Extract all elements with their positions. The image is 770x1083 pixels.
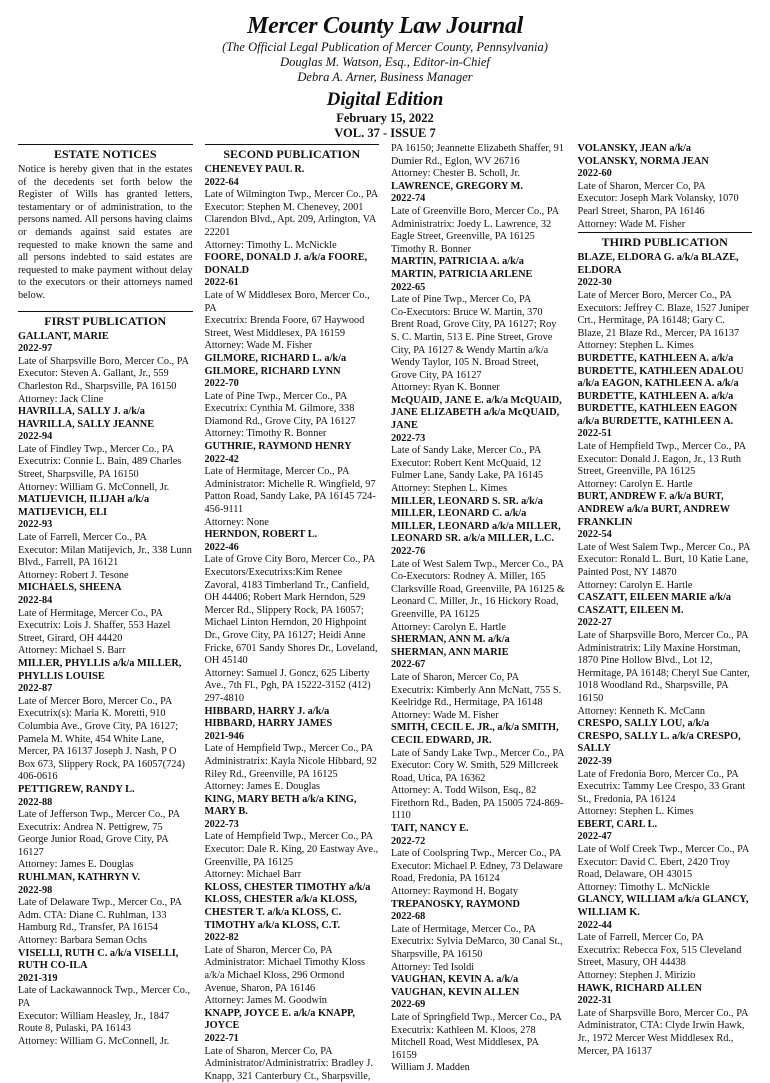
entry-detail-line: Late of Coolspring Twp., Mercer Co., PA — [391, 848, 562, 860]
estate-entry — [18, 331, 193, 407]
estate-entry — [205, 882, 380, 1008]
decedent-name: GUTHRIE, RAYMOND HENRY — [204, 441, 352, 453]
estate-entry — [205, 1008, 380, 1083]
section-rule — [578, 232, 753, 233]
entry-detail-line: Late of W Middlesex Boro, Mercer Co., PA — [204, 289, 370, 314]
entry-detail-line: Executrix: Sylvia DeMarco, 30 Canal St., Sharpsville, PA 16150 — [391, 936, 563, 960]
case-number: 2022-88 — [18, 796, 53, 808]
editor-line: Douglas M. Watson, Esq., Editor-in-Chief — [280, 55, 490, 69]
entry-detail-line: Attorney: Timothy L. McNickle — [577, 881, 710, 893]
entry-detail-line: Attorney: Stephen L. Kimes — [577, 806, 694, 818]
entry-detail-line: Late of Springfield Twp., Mercer Co., PA — [391, 1011, 562, 1023]
decedent-name: HERNDON, ROBERT L. — [204, 529, 318, 541]
decedent-name: VOLANSKY, JEAN a/k/a VOLANSKY, NORMA JEAN — [577, 143, 709, 167]
decedent-name: EBERT, CARL L. — [577, 818, 658, 830]
entry-detail-line: Attorney: None — [204, 516, 269, 528]
section-rule — [205, 144, 380, 145]
entry-detail-line: Executors: Jeffrey C. Blaze, 1527 Juniper Crt., Hermitage, PA 16148; Gary C. Blaze, 21 Blaze Rd., Mercer, PA 16137 — [577, 302, 750, 339]
entry-list — [18, 331, 193, 1049]
case-number: 2022-87 — [18, 683, 53, 695]
case-number: 2022-69 — [391, 999, 426, 1011]
entry-detail-line: Late of Greenville Boro, Mercer Co., PA — [391, 205, 560, 217]
estate-entry — [578, 491, 753, 592]
entry-detail-line: Attorney: Barbara Seman Ochs — [18, 935, 147, 947]
entry-detail-line: Attorney: Jack Cline — [18, 393, 104, 405]
case-number: 2022-31 — [577, 995, 612, 1007]
first-publication-heading: FIRST PUBLICATION — [44, 313, 167, 328]
entry-detail-line: Executor: Cory W. Smith, 529 Millcreek Road, Utica, PA 16362 — [391, 760, 559, 784]
entry-detail-line: Executor: David C. Ebert, 2420 Troy Road, Delaware, OH 43015 — [577, 856, 730, 881]
entry-detail-line: Late of Sandy Lake, Mercer Co., PA — [391, 445, 542, 457]
estate-entry — [205, 252, 380, 353]
manager-line: Debra A. Arner, Business Manager — [297, 70, 473, 84]
estate-entry — [205, 164, 380, 252]
estate-entry — [391, 143, 566, 181]
case-number: 2022-97 — [18, 343, 53, 355]
entry-detail-line: Executor: Stephen M. Chenevey, 2001 Clarendon Blvd., Apt. 209, Arlington, VA 22201 — [204, 201, 376, 238]
entry-detail-line: Attorney: Wade M. Fisher — [204, 340, 313, 352]
estate-entry — [205, 441, 380, 529]
case-number: 2022-51 — [577, 428, 612, 440]
decedent-name: MICHAELS, SHEENA — [18, 582, 122, 594]
entry-detail-line: PA 16150; Jeannette Elizabeth Shaffer, 91 Dumier Rd., Eglon, WV 26716 — [391, 143, 564, 167]
entry-detail-line: Executrix: Andrea N. Pettigrew, 75 George Junior Road, Grove City, PA 16127 — [18, 821, 169, 858]
decedent-name: MARTIN, PATRICIA A. a/k/a MARTIN, PATRICIA ARLENE — [391, 256, 533, 280]
estate-entry — [391, 974, 566, 1075]
case-number: 2022-42 — [204, 453, 239, 465]
entry-detail-line: Attorney: Robert J. Tesone — [18, 569, 129, 581]
case-number: 2022-68 — [391, 911, 426, 923]
decedent-name: HIBBARD, HARRY J. a/k/a HIBBARD, HARRY JAMES — [204, 705, 333, 730]
entry-detail-line: Executrix: Connie L. Bain, 489 Charles Street, Sharpsville, PA 16150 — [18, 456, 182, 481]
entry-detail-line: Attorney: Timothy L. McNickle — [204, 239, 337, 251]
decedent-name: TAIT, NANCY E. — [391, 823, 469, 835]
case-number: 2022-44 — [577, 919, 612, 931]
case-number: 2022-65 — [391, 281, 426, 293]
decedent-name: MILLER, PHYLLIS a/k/a MILLER, PHYLLIS LOUISE — [18, 657, 182, 682]
decedent-name: HAWK, RICHARD ALLEN — [577, 982, 702, 994]
estate-entry — [391, 722, 566, 823]
entry-detail-line: Executor: William Heasley, Jr., 1847 Route 8, Pulaski, PA 16143 — [18, 1010, 170, 1035]
decedent-name: VAUGHAN, KEVIN A. a/k/a VAUGHAN, KEVIN ALLEN — [391, 974, 520, 998]
entry-detail-line: Executor: Milan Matijevich, Jr., 338 Lunn Blvd., Farrell, PA 16121 — [18, 544, 192, 569]
entry-detail-line: Late of Fredonia Boro, Mercer Co., PA — [577, 768, 739, 780]
entry-detail-line: Late of West Salem Twp., Mercer Co., PA — [577, 541, 751, 553]
entry-detail-line: Executrix: Cynthia M. Gilmore, 338 Diamond Rd., Grove City, PA 16127 — [204, 403, 356, 427]
decedent-name: CRESPO, SALLY LOU, a/k/a CRESPO, SALLY L. a/k/a CRESPO, SALLY — [577, 718, 741, 755]
entry-detail-line: Administrator, CTA: Clyde Irwin Hawk, Jr., 1972 Mercer West Middlesex Rd., Mercer, PA 16137 — [577, 1020, 745, 1057]
estate-entry — [391, 823, 566, 899]
decedent-name: VISELLI, RUTH C. a/k/a VISELLI, RUTH CO-ILA — [18, 947, 179, 972]
case-number: 2022-84 — [18, 595, 53, 606]
entry-detail-line: Attorney: Carolyn E. Hartle — [391, 621, 506, 633]
case-number: 2022-73 — [204, 818, 239, 830]
estate-entry — [578, 143, 753, 231]
estate-entry — [18, 406, 193, 494]
case-number: 2022-64 — [204, 176, 239, 188]
entry-detail-line: Late of Hermitage, Mercer Co., PA — [18, 607, 163, 619]
decedent-name: TREPANOSKY, RAYMOND — [391, 898, 520, 910]
entry-detail-line: Attorney: Timothy R. Bonner — [204, 428, 327, 440]
entry-detail-line: Attorney: Stephen J. Mirizio — [577, 970, 696, 981]
case-number: 2022-47 — [577, 831, 612, 843]
estate-entry — [205, 794, 380, 882]
decedent-name: MILLER, LEONARD S. SR. a/k/a MILLER, LEONARD C. a/k/a MILLER, LEONARD a/k/a MILLER, LEONARD SR. a/k/a MILLER, L.C. — [391, 495, 561, 545]
entry-detail-line: Late of Hermitage, Mercer Co., PA — [204, 466, 350, 478]
estate-entry — [18, 494, 193, 582]
estate-entry — [205, 353, 380, 441]
edition-title: Digital Edition — [326, 89, 444, 110]
column-2 — [204, 143, 380, 1082]
estate-entry — [18, 948, 193, 1049]
estate-entry — [578, 894, 753, 982]
estate-entry — [391, 395, 566, 496]
column-3 — [391, 143, 566, 1074]
column-1 — [18, 143, 193, 1047]
issue-date: February 15, 2022 — [336, 111, 434, 125]
estate-notices-intro: Notice is hereby given that in the estates of the decedents set forth below the Register of Wills has granted letters, testamentary or of administration, to the persons named. All persons having claims or demands against said estates are requested to make known the same and all persons indebted to said estates are requested to make payment without delay to the executors or their attorneys named below. — [18, 164, 193, 301]
case-number: 2022-54 — [577, 529, 612, 541]
entry-detail-line: Co-Executors: Bruce W. Martin, 370 Brent Road, Grove City, PA 16127; Roy S. C. Martin, 513 E. Pine Street, Grove City, PA 16127 & Wendy Martin a/k/a Wendy Taylor, 105 N. Broad Street, Grove City, PA 16127 — [391, 306, 557, 381]
entry-detail-line: Late of Pine Twp., Mercer Co., PA — [204, 390, 348, 402]
estate-entry — [391, 899, 566, 975]
entry-detail-line: Executor: Steven A. Gallant, Jr., 559 Charleston Rd., Sharpsville, PA 16150 — [18, 368, 177, 392]
case-number: 2022-27 — [577, 617, 612, 629]
entry-detail-line: Late of Wolf Creek Twp., Mercer Co., PA — [577, 844, 750, 856]
entry-detail-line: Late of Hempfield Twp., Mercer Co., PA — [577, 441, 747, 453]
entry-detail-line: Late of Mercer Boro, Mercer Co., PA — [577, 289, 732, 301]
case-number: 2022-71 — [204, 1032, 239, 1044]
case-number: 2021-319 — [18, 972, 58, 984]
entry-detail-line: Late of Sharon, Mercer Co, PA — [577, 180, 706, 192]
entry-detail-line: Late of Sharpsville Boro, Mercer Co., PA — [577, 1007, 749, 1019]
entry-detail-line: Executrix: Kathleen M. Kloos, 278 Mitchell Road, West Middlesex, PA 16159 — [391, 1024, 539, 1061]
case-number: 2022-61 — [204, 277, 239, 289]
entry-detail-line: Late of Sandy Lake Twp., Mercer Co., PA — [391, 747, 565, 759]
entry-detail-line: Administratrix: Lily Maxine Horstman, 1870 Pine Hollow Blvd., Lot 12, Hermitage, PA 16148; Cheryl Sue Canter, 1018 Woodland Rd., Sharpsville, PA 16150 — [577, 642, 750, 704]
entry-detail-line: Attorney: Wade M. Fisher — [577, 218, 686, 230]
decedent-name: SHERMAN, ANN M. a/k/a SHERMAN, ANN MARIE — [391, 634, 510, 658]
column-4 — [577, 143, 753, 1057]
second-publication-heading: SECOND PUBLICATION — [223, 147, 361, 161]
section-rule — [18, 311, 193, 312]
entry-detail-line: Attorney: James M. Goodwin — [204, 995, 327, 1007]
entry-detail-line: Late of Hempfield Twp., Mercer Co., PA — [204, 831, 374, 843]
entry-detail-line: Attorney: Carolyn E. Hartle — [577, 478, 693, 490]
entry-detail-line: Administrator: Michelle R. Wingfield, 97 Patton Road, Sandy Lake, PA 16145 724-456-9111 — [204, 478, 376, 516]
case-number: 2022-46 — [204, 541, 239, 553]
case-number: 2022-94 — [18, 431, 53, 443]
entry-detail-line: Attorney: Ted Isoldi — [391, 961, 475, 973]
entry-detail-line: Executor: Dale R. King, 20 Eastway Ave., Greenville, PA 16125 — [204, 844, 379, 868]
decedent-name: HAVRILLA, SALLY J. a/k/a HAVRILLA, SALLY JEANNE — [18, 406, 155, 430]
estate-entry — [578, 983, 753, 1059]
journal-title: Mercer County Law Journal — [247, 13, 523, 39]
entry-detail-line: Administrator: Michael Timothy Kloss a/k/a Michael Kloss, 296 Ormond Avenue, Sharon, PA 16146 — [204, 957, 365, 994]
entry-detail-line: Executors/Executrixs:Kim Renee Zavoral, 4183 Timberland Tr., Canfield, OH 44406; Robert Mark Herndon, 529 Mercer Rd., Slippery Rock, PA 16057; Michael Linton Herndon, 20 Highpoint Dr., Grove City, PA 16127; Heidi Anne Fricke, 6701 Sandy Shores Dr., Loveland, OH 45140 — [204, 567, 378, 667]
entry-detail-line: Late of Mercer Boro, Mercer Co., PA — [18, 695, 173, 707]
estate-entry — [391, 256, 566, 395]
entry-detail-line: Executrix(s): Maria K. Moretti, 910 Columbia Ave., Grove City, PA 16127; Pamela M. White, 454 White Lane, Mercer, PA 16137 Joseph J. Nash, P O Box 673, Slippery Rock, PA 16057(724) 406-0616 — [18, 708, 185, 783]
estate-notices-heading: ESTATE NOTICES — [53, 147, 157, 161]
case-number: 2022-70 — [204, 378, 239, 390]
entry-detail-line: Attorney: Michael S. Barr — [18, 645, 126, 657]
entry-detail-line: Late of Farrell, Mercer Co, PA — [577, 932, 704, 944]
entry-detail-line: Late of Delaware Twp., Mercer Co., PA — [18, 897, 182, 909]
case-number: 2022-74 — [391, 193, 426, 205]
entry-detail-line: Executrix: Rebecca Fox, 515 Cleveland Street, Masury, OH 44438 — [577, 944, 742, 969]
decedent-name: GLANCY, WILLIAM a/k/a GLANCY, WILLIAM K. — [577, 894, 749, 919]
estate-entry — [578, 353, 753, 492]
entry-detail-line: Late of Wilmington Twp., Mercer Co., PA — [204, 189, 379, 201]
decedent-name: RUHLMAN, KATHRYN V. — [18, 872, 141, 884]
estate-entry — [18, 658, 193, 784]
entry-detail-line: Late of Sharpsville Boro, Mercer Co., PA — [577, 629, 749, 641]
entry-detail-line: Attorney: William G. McConnell, Jr. — [18, 1035, 170, 1047]
entry-detail-line: Late of Sharon, Mercer Co, PA — [391, 671, 520, 683]
decedent-name: SMITH, CECIL E. JR., a/k/a SMITH, CECIL EDWARD, JR. — [391, 722, 559, 746]
decedent-name: MATIJEVICH, ILIJAH a/k/a MATIJEVICH, ELI — [18, 494, 150, 518]
decedent-name: McQUAID, JANE E. a/k/a McQUAID, JANE ELIZABETH a/k/a McQUAID, JANE — [391, 394, 562, 432]
decedent-name: KING, MARY BETH a/k/a KING, MARY B. — [204, 793, 357, 818]
entry-detail-line: Executor: Robert Kent McQuaid, 12 Fulmer Lane, Sandy Lake, PA 16145 — [391, 457, 544, 482]
estate-entry — [18, 872, 193, 948]
entry-detail-line: Executrix: Brenda Foore, 67 Haywood Street, West Middlesex, PA 16159 — [204, 315, 365, 339]
case-number: 2022-76 — [391, 546, 426, 557]
entry-list — [391, 143, 566, 1075]
estate-entry — [18, 784, 193, 872]
entry-detail-line: Executor: Michael P. Edney, 73 Delaware Road, Fredonia, PA 16124 — [391, 860, 563, 885]
case-number: 2022-98 — [18, 884, 53, 896]
entry-detail-line: Late of Lackawannock Twp., Mercer Co., PA — [18, 985, 191, 1009]
entry-detail-line: Late of Hempfield Twp., Mercer Co., PA — [204, 743, 374, 755]
entry-detail-line: Late of Pine Twp., Mercer Co, PA — [391, 294, 532, 306]
entry-list — [578, 143, 753, 231]
section-rule — [18, 144, 193, 145]
estate-entry — [578, 592, 753, 718]
estate-entry — [578, 252, 753, 353]
entry-detail-line: Late of Sharon, Mercer Co, PA — [204, 1045, 333, 1057]
entry-detail-line: Attorney: Raymond H. Bogaty — [391, 886, 518, 898]
entry-detail-line: Executrix: Kimberly Ann McNatt, 755 S. Keelridge Rd., Hermitage, PA 16148 — [391, 684, 562, 709]
entry-detail-line: Attorney: Wade M. Fisher — [391, 709, 499, 721]
estate-entry — [391, 181, 566, 257]
case-number: 2022-67 — [391, 659, 426, 671]
estate-entry — [205, 529, 380, 705]
estate-entry — [391, 496, 566, 635]
entry-detail-line: Attorney: William G. McConnell, Jr. — [18, 481, 170, 493]
entry-detail-line: Executor: Ronald L. Burt, 10 Katie Lane, Painted Post, NY 14870 — [577, 554, 749, 578]
entry-detail-line: Late of Findley Twp., Mercer Co., PA — [18, 443, 175, 455]
estate-entry — [578, 819, 753, 895]
case-number: 2022-39 — [577, 755, 612, 767]
entry-detail-line: Executrix: Lois J. Shaffer, 553 Hazel Street, Girard, OH 44420 — [18, 620, 171, 644]
entry-detail-line: Late of Jefferson Twp., Mercer Co., PA — [18, 809, 181, 821]
entry-detail-line: Attorney: Stephen L. Kimes — [391, 483, 508, 495]
entry-detail-line: Attorney: Kenneth K. McCann — [577, 705, 706, 717]
entry-detail-line: Attorney: Ryan K. Bonner — [391, 382, 500, 394]
estate-entry — [18, 582, 193, 658]
decedent-name: GALLANT, MARIE — [18, 330, 109, 342]
entry-detail-line: Late of Farrell, Mercer Co., PA — [18, 532, 147, 544]
entry-detail-line: Executor: Joseph Mark Volansky, 1070 Pearl Street, Sharon, PA 16146 — [577, 193, 739, 217]
entry-list — [578, 252, 753, 1058]
entry-detail-line: Attorney: Samuel J. Goncz, 625 Liberty Ave., 7th Fl., Pgh, PA 15222-3152 (412) 297-4810 — [204, 667, 371, 704]
entry-detail-line: Timothy R. Bonner — [391, 243, 472, 255]
entry-detail-line: Administrator/Administratrix: Bradley J. Knapp, 321 Canterbury Ct., Sharpsville, — [204, 1058, 373, 1082]
decedent-name: BLAZE, ELDORA G. a/k/a BLAZE, ELDORA — [577, 252, 739, 276]
decedent-name: BURT, ANDREW F. a/k/a BURT, ANDREW a/k/a BURT, ANDREW FRANKLIN — [577, 491, 730, 528]
entry-detail-line: Late of West Salem Twp., Mercer Co., PA — [391, 558, 564, 570]
entry-detail-line: Attorney: A. Todd Wilson, Esq., 82 Firethorn Rd., Baden, PA 15005 724-869-1110 — [391, 785, 564, 822]
entry-detail-line: Executrix: Tammy Lee Crespo, 33 Grant St., Fredonia, PA 16124 — [577, 781, 746, 805]
issue-volume: VOL. 37 - ISSUE 7 — [334, 126, 436, 140]
entry-detail-line: Attorney: Carolyn E. Hartle — [577, 579, 693, 591]
decedent-name: PETTIGREW, RANDY L. — [18, 783, 135, 795]
case-number: 2022-30 — [577, 277, 612, 289]
case-number: 2021-946 — [204, 730, 244, 742]
entry-detail-line: Attorney: Michael Barr — [204, 869, 302, 881]
case-number: 2022-82 — [204, 932, 239, 944]
decedent-name: LAWRENCE, GREGORY M. — [391, 180, 523, 192]
entry-detail-line: Executor: Donald J. Eagon, Jr., 13 Ruth Street, Greenville, PA 16125 — [577, 453, 742, 478]
entry-detail-line: Late of Grove City Boro, Mercer Co., PA — [204, 554, 376, 566]
case-number: 2022-73 — [391, 432, 426, 444]
entry-detail-line: Late of Sharpsville Boro, Mercer Co., PA — [18, 355, 189, 367]
estate-entry — [205, 706, 380, 794]
case-number: 2022-60 — [577, 168, 612, 180]
decedent-name: KLOSS, CHESTER TIMOTHY a/k/a KLOSS, CHESTER a/k/a KLOSS, CHESTER T. a/k/a KLOSS, C. TIMOTHY a/k/a KLOSS, C.T. — [204, 881, 371, 931]
decedent-name: BURDETTE, KATHLEEN A. a/k/a BURDETTE, KATHLEEN ADALOU a/k/a EAGON, KATHLEEN A. a/k/a BURDETTE, KATHLEEN A. a/k/a BURDETTE, KATHLEEN EAGON a/k/a BURDETTE, KATHLEEN A. — [577, 352, 744, 427]
decedent-name: CHENEVEY PAUL R. — [204, 164, 305, 175]
entry-detail-line: Administratrix: Kayla Nicole Hibbard, 92 Riley Rd., Greenville, PA 16125 — [204, 755, 377, 780]
case-number: 2022-93 — [18, 519, 53, 531]
entry-detail-line: Attorney: Chester B. Scholl, Jr. — [391, 168, 520, 180]
decedent-name: KNAPP, JOYCE E. a/k/a KNAPP, JOYCE — [204, 1007, 356, 1032]
entry-list — [205, 164, 380, 1083]
entry-detail-line: Administratrix: Joedy L. Lawrence, 32 Eagle Street, Greenville, PA 16125 — [391, 218, 552, 243]
entry-detail-line: Attorney: Stephen L. Kimes — [577, 340, 694, 352]
entry-detail-line: William J. Madden — [391, 1062, 470, 1074]
case-number: 2022-72 — [391, 835, 426, 847]
entry-detail-line: Adm. CTA: Diane C. Ruhlman, 133 Hamburg Rd., Transfer, PA 16154 — [18, 909, 167, 934]
entry-detail-line: Attorney: James E. Douglas — [204, 781, 321, 793]
estate-entry — [391, 634, 566, 722]
masthead — [18, 0, 752, 141]
entry-detail-line: Co-Executors: Rodney A. Miller, 165 Clarksville Road, Greenville, PA 16125 & Leonard C. Miller, Jr., 16 Hickory Road, Greenville, PA 16125 — [391, 571, 565, 620]
decedent-name: GILMORE, RICHARD L. a/k/a GILMORE, RICHARD LYNN — [204, 352, 347, 377]
estate-entry — [578, 718, 753, 819]
decedent-name: CASZATT, EILEEN MARIE a/k/a CASZATT, EILEEN M. — [577, 592, 732, 616]
entry-detail-line: Late of Hermitage, Mercer Co., PA — [391, 923, 536, 935]
notice-columns — [18, 143, 752, 1082]
third-publication-heading: THIRD PUBLICATION — [601, 235, 728, 250]
entry-detail-line: Late of Sharon, Mercer Co, PA — [204, 944, 333, 956]
entry-detail-line: Attorney: James E. Douglas — [18, 859, 134, 871]
decedent-name: FOORE, DONALD J. a/k/a FOORE, DONALD — [204, 252, 368, 276]
journal-subtitle: (The Official Legal Publication of Mercer County, Pennsylvania) — [222, 40, 548, 54]
